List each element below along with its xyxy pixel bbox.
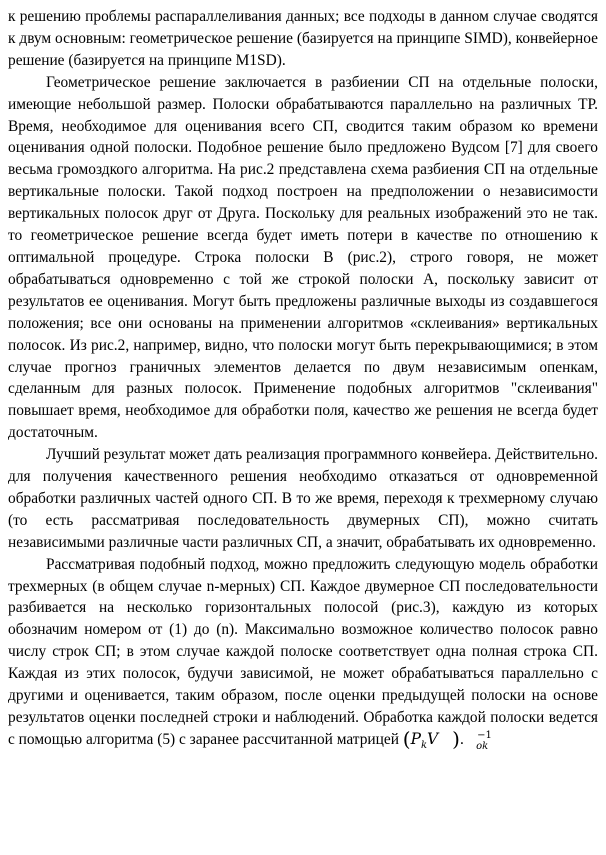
paragraph-3: Лучший результат может дать реализация программного конвейера. Действительно. для получения качественного решения необходимо отказаться от одновременной обработки различных частей одного СП. В то же время, переходя к трехмерному случаю (то есть рассматривая последовательность двумерных СП), можно считать независимыми различные части различных СП, а значит, обрабатывать их одновременно.: [8, 446, 598, 551]
formula-v-superscript: −1: [477, 729, 492, 741]
formula-v: V: [427, 729, 439, 748]
formula-period: .: [459, 730, 464, 748]
formula-v-subscript: ok: [476, 740, 489, 752]
paragraph-4: [8, 554, 598, 751]
paragraph-1: к решению проблемы распараллеливания данных; все подходы в данном случае сводятся к двум основным: геометрическое решение (базируется на принципе SIMD), конвейерное решение (базируется на принципе M1SD).: [8, 8, 598, 69]
formula-p-subscript: k: [420, 739, 428, 751]
document-page: [8, 6, 598, 751]
paragraph-2: Геометрическое решение заключается в разбиении СП на отдельные полоски, имеющие небольшой размер. Полоски обрабатываются параллельно на различных ТР. Время, необходимое для оценивания всего СП, сводится таким образом ко времени оценивания одной полоски. Подобное решение было предложено Вудсом [7] для своего весьма громоздкого алгоритма. На рис.2 представлена схема разбиения СП на отдельные вертикальные полоски. Такой подход построен на предположении о независимости вертикальных полосок друг от Друга. Поскольку для реальных изображений это не так. то геометрическое решение всегда будет иметь потери в качестве по отношению к оптимальной процедуре. Строка полоски В (рис.2), строго говоря, не может обрабатываться одновременно с той же строкой полоски А, поскольку зависит от результатов ее оценивания. Могут быть предложены различные выходы из создавшегося положения; все они основаны на применении алгоритмов «склеивания» вертикальных полосок. Из рис.2, например, видно, что полоски могут быть перекрывающимися; в этом случае прогноз граничных элементов делается по двум независимым опенкам, сделанным для разных полосок. Применение подобных алгоритмов "склеивания" повышает время, необходимое для обработки поля, качество же решения не всегда будет достаточным.: [8, 73, 598, 442]
matrix-formula: ($P_kV$ −1 ok ): [403, 730, 460, 748]
paragraph-4-text: Рассматривая подобный подход, можно предложить следующую модель обработки трехмерных (в общем случае n-мерных) СП. Каждое двумерное СП последовательности разбивается на несколько горизонтальных полосой (рис.3), каждую из которых обозначим номером от (1) до (n). Максимально возможное количество полосок равно числу строк СП; в этом случае каждой полоске соответствует одна полная строка СП. Каждая из этих полосок, будучи зависимой, не может обрабатываться параллельно с другими и оценивается, таким образом, после оценки предыдущей полоски на основе результатов оценки последней строки и наблюдений. Обработка каждой полоски ведется с помощью алгоритма (5) с заранее рассчитанной матрицей: [8, 555, 598, 748]
formula-p: P: [410, 729, 421, 748]
